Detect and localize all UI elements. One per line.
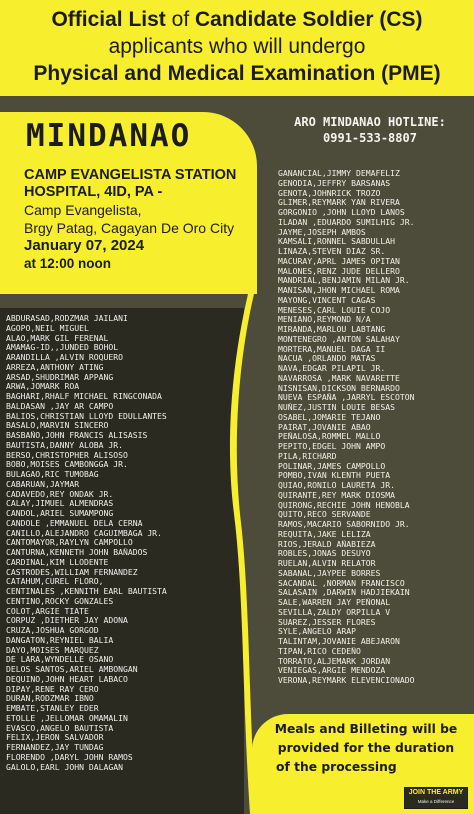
candidate-name: NACUA ,ORLANDO MATAS [278, 354, 376, 364]
candidate-name: DANGATON,REYNIEL BALIA [6, 635, 114, 645]
header-banner [0, 0, 474, 96]
candidate-name: QUITO,RECO SERVANDE [278, 510, 371, 520]
candidate-name: GENOTA,JOHNRICK TROZO [278, 188, 381, 198]
candidate-name: SALASAIN ,DARWIN HADJIEKAIN [278, 588, 410, 598]
venue-address-line-2: Brgy Patag, Cagayan De Oro City [24, 220, 235, 236]
candidate-name: TORRATO,ALJEMARK JORDAN [278, 656, 391, 666]
candidate-name: EMBATE,STANLEY EDER [6, 704, 99, 713]
candidate-name: POMBO,IVAN KLENTH PUETA [278, 471, 391, 481]
candidate-name: MIRANDA,MARLOU LABTANG [278, 325, 386, 334]
candidate-name: POLINAR,JAMES CAMPOLLO [278, 461, 386, 471]
header-line-3: Physical and Medical Examination (PME) [33, 62, 441, 85]
candidate-name: SUAREZ,JESSER FLORES [278, 617, 376, 627]
candidate-name: PEPITO,EDGEL JOHN AMPO [278, 442, 386, 451]
candidate-name: SABANAL,JAYPEE BORRES [278, 568, 381, 578]
candidate-name: CANTOMAYOR,RAYLYN CAMPOLLO [6, 538, 133, 548]
candidate-name: PEÑALOSA,ROMMEL MALLO [278, 432, 381, 442]
candidate-name: NUEVA ESPAÑA ,JARRYL ESCOTON [278, 393, 415, 403]
candidate-name: BALIOS,CHRISTIAN LLOYD EDULLANTES [6, 411, 167, 421]
candidate-name: BAUTISTA,DANNY ALOBA JR. [6, 440, 123, 450]
candidate-name: QUIAO,RONILO LAURETA JR. [278, 481, 395, 490]
logo-main-text: JOIN THE ARMY [408, 789, 464, 796]
candidate-name: CANTURNA,KENNETH JOHN BAÑADOS [6, 548, 148, 557]
meals-line-2: provided for the duration [277, 741, 455, 755]
venue-name-line-1: CAMP EVANGELISTA STATION [24, 167, 237, 183]
candidate-list-right [278, 169, 472, 686]
candidate-name: RAMOS,MACARIO SABORNIDO JR. [278, 520, 410, 529]
venue-name-line-2: HOSPITAL, 4ID, PA - [24, 184, 163, 200]
header-line-1 [6, 6, 468, 33]
candidate-name: ARSAD,SHUDRIMAR APPANG [6, 372, 114, 382]
hotline [268, 114, 472, 146]
hotline-label: ARO MINDANAO HOTLINE: [294, 115, 446, 129]
candidate-name: RIOS,JERALD AÑABIEZA [278, 539, 376, 549]
candidate-name: NAVA,EDGAR PILAPIL JR. [278, 364, 386, 373]
candidate-name: BALDASAN ,JAY AR CAMPO [6, 401, 114, 411]
candidate-name: NISNISAN,DICKSON BERNARDO [278, 383, 400, 393]
candidate-name: CENTINALES ,KENNITH EARL BAUTISTA [6, 587, 167, 596]
venue-address-line-1: Camp Evangelista, [24, 202, 142, 218]
candidate-name: SYLE,ANGELO ARAP [278, 627, 356, 637]
candidate-name: GLIMER,REYMARK YAN RIVERA [278, 198, 400, 208]
candidate-name: LINAZA,STEVEN DIAZ SR. [278, 247, 386, 256]
candidate-name: DAYO,MOISES MARQUEZ [6, 645, 99, 655]
candidate-name: MACURAY,APRL JAMES OPITAN [278, 256, 400, 266]
candidate-name: MONTENEGRO ,ANTON SALAHAY [278, 334, 400, 344]
candidate-name: CANDOL,ARIEL SUMAMPONG [6, 509, 114, 518]
candidate-name: TALINTAM,JOVANIE ABEJARON [278, 637, 400, 646]
header-official-list: Official List [51, 8, 166, 31]
candidate-name: SEVILLA,ZALDY ORPILLA V [278, 607, 391, 617]
candidate-name: ETOLLE ,JELLOMAR OMAMALIN [6, 713, 128, 723]
candidate-name: MANISAN,JHON MICHAEL ROMA [278, 286, 400, 295]
candidate-name: PILA,RICHARD [278, 451, 337, 461]
candidate-name: VERONA,REYMARK ELEVENCIONADO [278, 676, 415, 685]
candidate-name: CORPUZ ,DIETHER JAY ADONA [6, 616, 128, 626]
candidate-name: AGOPO,NEIL MIGUEL [6, 323, 89, 333]
candidate-name: REQUITA,JAKE LELIZA [278, 529, 371, 539]
candidate-name: ALAO,MARK GIL FERENAL [6, 333, 109, 343]
venue-date: January 07, 2024 [24, 237, 145, 254]
meals-notice [262, 720, 470, 777]
region-title: MINDANAO [26, 118, 192, 154]
candidate-name: SALE,WARREN JAY PEÑONAL [278, 598, 391, 607]
candidate-name: ARANDILLA ,ALVIN ROQUERO [6, 353, 123, 362]
candidate-name: CABARUAN,JAYMAR [6, 479, 80, 489]
candidate-name: MENESES,CARL LOUIE COJO [278, 305, 391, 315]
header-of: of [165, 8, 195, 31]
candidate-name: RUELAN,ALVIN RELATOR [278, 559, 376, 568]
candidate-name: PAIRAT,JOVANIE ABAO [278, 422, 371, 432]
candidate-list-left [6, 314, 242, 772]
candidate-name: DE LARA,WYNDELLE OSANO [6, 655, 114, 665]
candidate-name: CALAY,JIMUEL ALMENDRAS [6, 499, 114, 509]
candidate-name: BERSO,CHRISTOPHER ALISOSO [6, 450, 128, 460]
candidate-name: MAYONG,VINCENT CAGAS [278, 295, 376, 305]
candidate-name: FLORENDO ,DARYL JOHN RAMOS [6, 752, 133, 762]
candidate-name: ROBLES,JONAS DESUYO [278, 549, 371, 559]
candidate-name: DURAN,RODZMAR IBNO [6, 694, 94, 704]
candidate-name: CANILLO,ALEJANDRO CAGUIMBAGA JR. [6, 528, 162, 538]
candidate-name: CRUZA,JOSHUA GORGOD [6, 626, 99, 635]
candidate-name: NUÑEZ,JUSTIN LOUIE BESAS [278, 403, 395, 412]
candidate-name: FERNANDEZ,JAY TUNDAG [6, 743, 104, 752]
candidate-name: FELIX,JERON SALVADOR [6, 733, 104, 743]
candidate-name: QUIRONG,RECHIE JOHN HENOBLA [278, 500, 410, 510]
candidate-name: JAYME,JOSEPH AMBOS [278, 227, 366, 237]
candidate-name: GORGONIO ,JOHN LLOYD LANOS [278, 208, 405, 217]
candidate-name: CASTRODES,WILLIAM FERNANDEZ [6, 567, 138, 577]
candidate-name: OSABEL,JOMARIE TEJANO [278, 412, 381, 422]
candidate-name: EVASCO,ANGELO BAUTISTA [6, 723, 114, 733]
candidate-name: MALONES,RENZ JUDE DELLERO [278, 266, 400, 276]
candidate-name: NAVARROSA ,MARK NAVARETTE [278, 373, 400, 383]
candidate-name: BULAGAO,RIC TUMOBAG [6, 470, 99, 479]
candidate-name: BASBAÑO,JOHN FRANCIS ALISASIS [6, 431, 148, 440]
candidate-name: CANDOLE ,EMMANUEL DELA CERNA [6, 518, 143, 528]
candidate-name: MORTERA,MANUEL DAGA II [278, 344, 386, 354]
candidate-name: KAMSALI,RONNEL SABDULLAH [278, 237, 395, 247]
candidate-name: QUIRANTE,REY MARK DIOSMA [278, 490, 395, 500]
meals-line-3: of the processing [276, 760, 397, 774]
header-candidate-soldier: Candidate Soldier (CS) [195, 8, 423, 31]
candidate-name: DELOS SANTOS,ARIEL AMBONGAN [6, 665, 138, 674]
candidate-name: BOBO,MOISES CAMBONGGA JR. [6, 460, 128, 470]
header-title [6, 6, 468, 87]
candidate-name: MENIANO,REYMOND N/A [278, 315, 371, 325]
candidate-name: SACANDAL ,NORMAN FRANCISCO [278, 578, 405, 588]
venue-time: at 12:00 noon [24, 256, 112, 271]
candidate-name: BAGHARI,RHALF MICHAEL RINGCONADA [6, 392, 162, 401]
header-line-2: applicants who will undergo [108, 35, 366, 58]
logo-sub-text: Make a Difference [417, 799, 455, 804]
hotline-number: 0991-533-8807 [323, 131, 417, 145]
join-the-army-logo [404, 787, 468, 809]
candidate-name: GANANCIAL,JIMMY DEMAFELIZ [278, 169, 400, 178]
candidate-name: TIPAN,RICO CEDEÑO [278, 646, 361, 656]
candidate-name: ABDURASAD,RODZMAR JAILANI [6, 314, 128, 323]
candidate-name: GENODIA,JEFFRY BARSANAS [278, 178, 391, 188]
meals-line-1: Meals and Billeting will be [274, 722, 458, 736]
candidate-name: GALOLO,EARL JOHN DALAGAN [6, 762, 123, 772]
candidate-name: ILADAN ,EDUARDO SUMILHIG JR. [278, 217, 415, 227]
candidate-name: BASALO,MARVIN SINCERO [6, 421, 109, 431]
candidate-name: DIPAY,RENE RAY CERO [6, 684, 99, 694]
candidate-name: CADAVEDO,REY ONDAK JR. [6, 489, 114, 499]
candidate-name: CATAHUM,CUREL FLORO, [6, 577, 104, 587]
candidate-name: DEQUINO,JOHN HEART LABACO [6, 674, 128, 684]
venue-details [24, 167, 260, 273]
candidate-name: AMAMAG-ID,,JUNDED BOHOL [6, 343, 119, 353]
candidate-name: ARREZA,ANTHONY ATING [6, 362, 104, 372]
candidate-name: ARWA,JOMARK ROA [6, 382, 80, 392]
candidate-name: COLOT,ARGIE TIATE [6, 606, 89, 616]
candidate-name: CENTINO,ROCKY GONZALES [6, 596, 114, 606]
candidate-name: CARDINAL,KIM LLODENTE [6, 557, 109, 567]
candidate-name: VENIEGAS,ARGIE MENDOZA [278, 666, 386, 676]
candidate-name: MANDRIAL,BENJAMIN MILAN JR. [278, 276, 410, 286]
